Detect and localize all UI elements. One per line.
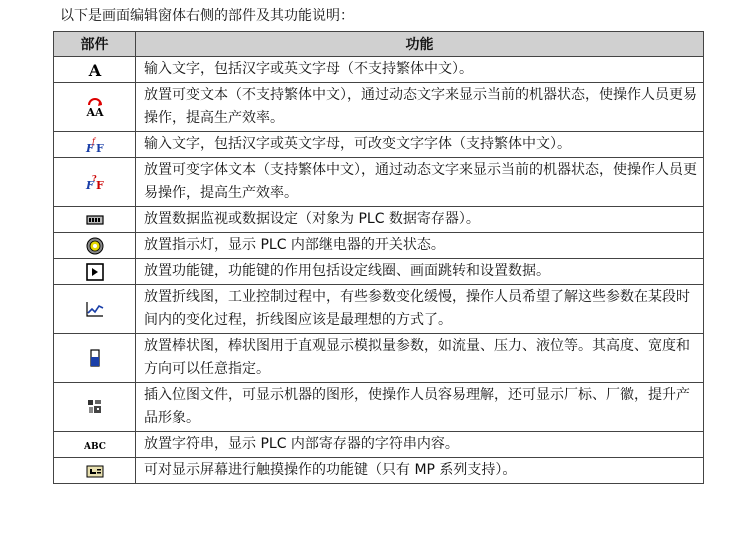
table-row bbox=[54, 57, 704, 83]
component-table bbox=[53, 31, 704, 484]
function-text: 放置折线图，工业控制过程中，有些参数变化缓慢，操作人员希望了解这些参数在某段时间内的变化过程，折线图应该是最理想的方式了。 bbox=[136, 285, 704, 334]
header-function: 功能 bbox=[136, 32, 704, 57]
table-header-row bbox=[54, 32, 704, 57]
abc-string-icon bbox=[84, 435, 106, 455]
indicator-lamp-icon bbox=[84, 236, 106, 256]
function-text: 放置指示灯，显示 PLC 内部继电器的开关状态。 bbox=[136, 233, 704, 259]
line-chart-icon bbox=[84, 299, 106, 319]
svg-text:ABC: ABC bbox=[83, 441, 106, 452]
function-text: 放置可变文本（不支持繁体中文），通过动态文字来显示当前的机器状态，使操作人员更易操作，提高生产效率。 bbox=[136, 83, 704, 132]
table-row bbox=[54, 432, 704, 458]
table-row bbox=[54, 259, 704, 285]
table-row bbox=[54, 132, 704, 158]
variable-font-text-icon bbox=[84, 172, 106, 192]
svg-text:?: ? bbox=[91, 173, 97, 183]
function-text: 放置字符串，显示 PLC 内部寄存器的字符串内容。 bbox=[136, 432, 704, 458]
text-a-icon bbox=[84, 60, 106, 80]
table-row bbox=[54, 383, 704, 432]
icon-cell bbox=[54, 158, 136, 207]
icon-cell bbox=[54, 207, 136, 233]
intro-text: 以下是画面编辑窗体右侧的部件及其功能说明： bbox=[60, 8, 354, 24]
svg-text:F: F bbox=[85, 141, 94, 155]
icon-cell bbox=[54, 259, 136, 285]
function-text: 插入位图文件，可显示机器的图形，使操作人员容易理解，还可显示厂标、厂徽，提升产品形象。 bbox=[136, 383, 704, 432]
icon-cell bbox=[54, 57, 136, 83]
function-text: 放置数据监视或数据设定（对象为 PLC 数据寄存器）。 bbox=[136, 207, 704, 233]
icon-cell bbox=[54, 458, 136, 484]
table-row bbox=[54, 458, 704, 484]
svg-text:f: f bbox=[91, 136, 95, 146]
function-text: 放置功能键，功能键的作用包括设定线圈、画面跳转和设置数据。 bbox=[136, 259, 704, 285]
table-row bbox=[54, 83, 704, 132]
icon-cell bbox=[54, 285, 136, 334]
header-part: 部件 bbox=[54, 32, 136, 57]
icon-cell bbox=[54, 233, 136, 259]
function-key-icon bbox=[84, 262, 106, 282]
table-row bbox=[54, 207, 704, 233]
svg-text:A: A bbox=[88, 60, 101, 80]
touch-key-icon bbox=[84, 461, 106, 481]
bitmap-icon bbox=[84, 397, 106, 417]
icon-cell bbox=[54, 132, 136, 158]
icon-cell bbox=[54, 383, 136, 432]
icon-cell bbox=[54, 83, 136, 132]
svg-text:AA: AA bbox=[85, 106, 104, 117]
function-text: 放置可变字体文本（支持繁体中文），通过动态文字来显示当前的机器状态，使操作人员更易操作，提高生产效率。 bbox=[136, 158, 704, 207]
table-row bbox=[54, 158, 704, 207]
function-text: 输入文字，包括汉字或英文字母（不支持繁体中文）。 bbox=[136, 57, 704, 83]
function-text: 输入文字，包括汉字或英文字母，可改变文字字体（支持繁体中文）。 bbox=[136, 132, 704, 158]
data-monitor-icon bbox=[84, 210, 106, 230]
svg-text:F: F bbox=[95, 179, 104, 192]
bar-chart-icon bbox=[84, 348, 106, 368]
table-row bbox=[54, 334, 704, 383]
svg-text:F: F bbox=[85, 179, 94, 192]
variable-text-icon bbox=[84, 97, 106, 117]
function-text: 放置棒状图，棒状图用于直观显示模拟量参数，如流量、压力、液位等。其高度、宽度和方向可以任意指定。 bbox=[136, 334, 704, 383]
function-text: 可对显示屏幕进行触摸操作的功能键（只有 MP 系列支持）。 bbox=[136, 458, 704, 484]
svg-text:F: F bbox=[95, 141, 104, 155]
icon-cell bbox=[54, 432, 136, 458]
table-row bbox=[54, 285, 704, 334]
icon-cell bbox=[54, 334, 136, 383]
font-text-icon bbox=[84, 135, 106, 155]
table-row bbox=[54, 233, 704, 259]
